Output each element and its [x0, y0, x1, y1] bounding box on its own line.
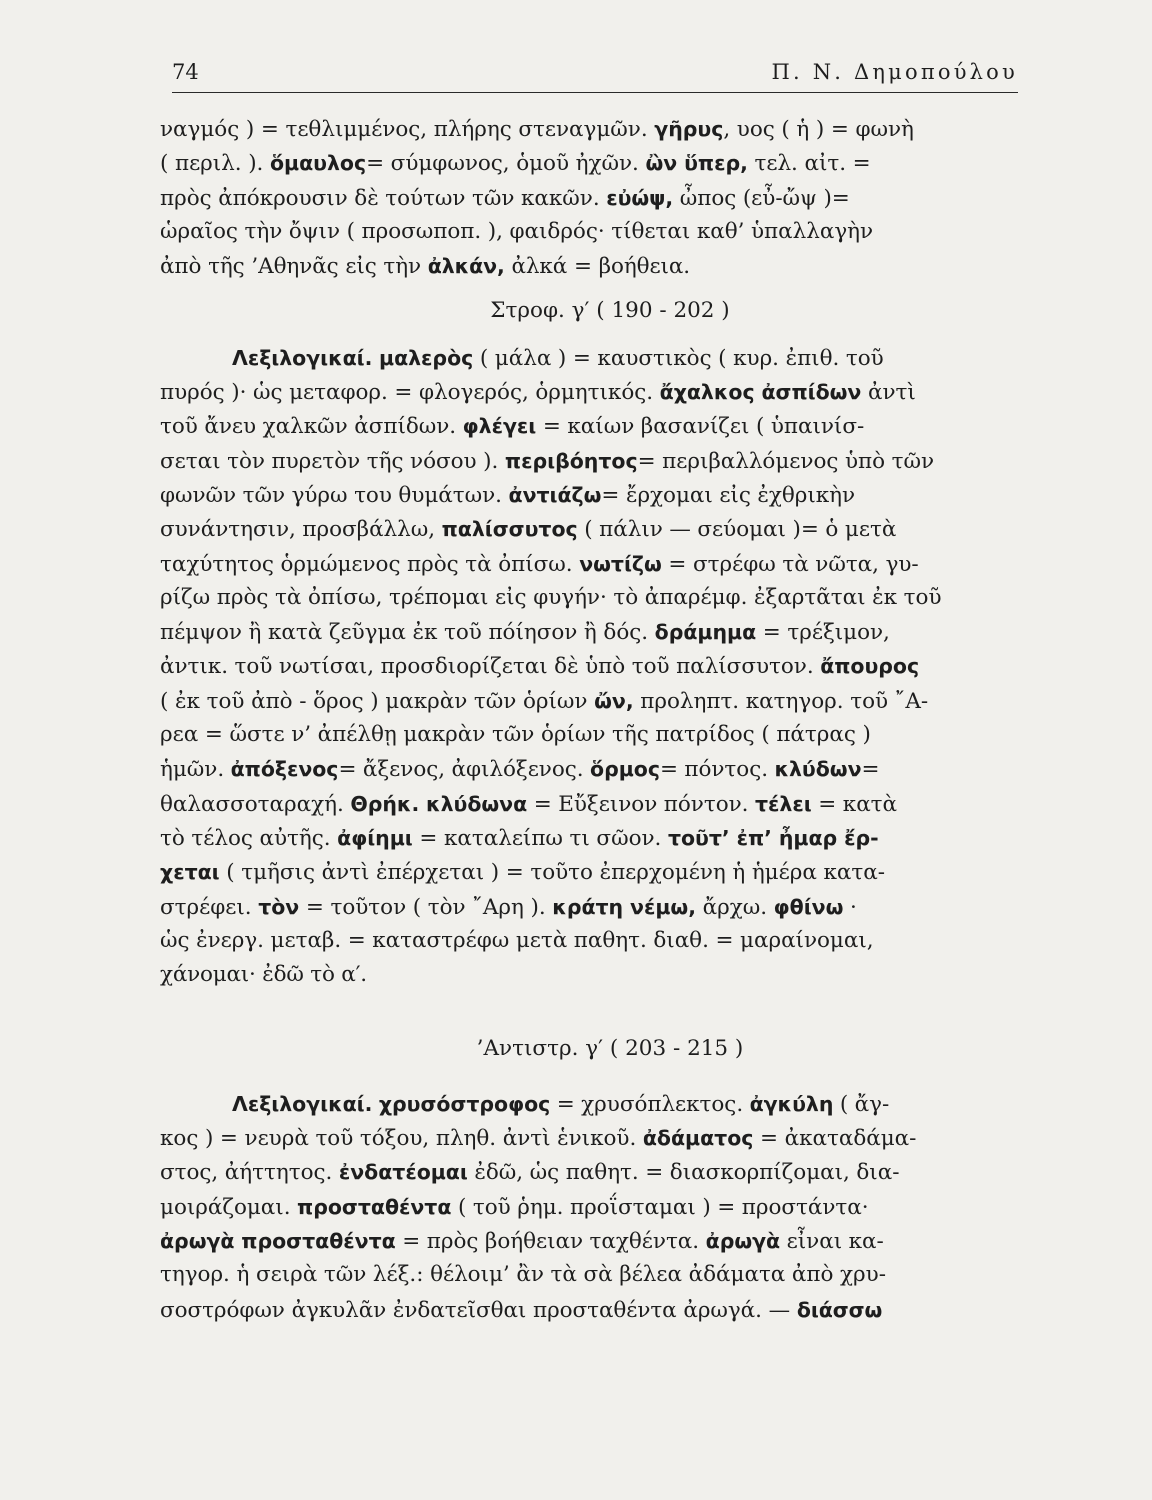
text-line	[160, 1087, 1020, 1121]
bold-term: ὅμαυλος	[269, 151, 367, 176]
text-run: ( τοῦ ῥημ. προΐσταμαι ) = προστάντα·	[451, 1194, 869, 1220]
bold-term: ἄπουρος	[820, 654, 920, 679]
text-run: τηγορ. ἡ σειρὰ τῶν λέξ.: θέλοιμ’ ἂν τὰ σὰ βέλεα ἀδάματα ἀπὸ χρυ-	[160, 1262, 886, 1288]
text-run: = χρυσόπλεκτος.	[550, 1091, 750, 1117]
section-heading-strophe: Στροφ. γ′ ( 190 - 202 )	[490, 298, 730, 324]
text-run: = καίων βασανίζει ( ὑπαινίσ-	[536, 414, 865, 440]
text-line	[160, 1121, 1020, 1155]
bold-term: κλύδων	[774, 757, 862, 782]
text-line	[160, 547, 1020, 581]
bold-term: τὸν	[258, 894, 300, 919]
text-run: = ἀκαταδάμα-	[753, 1126, 917, 1152]
text-run: ταχύτητος ὁρμώμενος πρὸς τὰ ὀπίσω.	[160, 551, 580, 577]
text-run: ἀντὶ	[861, 380, 916, 406]
text-run: = στρέφω τὰ νῶτα, γυ-	[661, 551, 919, 577]
bold-term: ἐνδατέομαι	[338, 1160, 468, 1185]
bold-term: ἄχαλκος ἀσπίδων	[659, 380, 862, 405]
text-run: ·	[843, 894, 857, 920]
page-body	[160, 112, 1020, 1327]
text-run: ( ἄγ-	[833, 1091, 890, 1117]
page-header	[172, 58, 1018, 93]
bold-term: Λεξιλογικαί.	[232, 345, 373, 370]
text-line	[160, 1293, 1020, 1327]
text-run: ( πάλιν — σεύομαι )= ὁ μετὰ	[577, 517, 897, 543]
text-run: τελ. αἰτ. =	[747, 151, 871, 177]
text-run: ἡμῶν.	[160, 757, 231, 783]
text-run: , υος ( ἡ ) = φωνὴ	[723, 117, 914, 142]
bold-term: περιβόητος	[504, 448, 638, 473]
text-run: σεται τὸν πυρετὸν τῆς νόσου ).	[160, 448, 505, 474]
text-run: ( τμῆσις ἀντὶ ἐπέρχεται ) = τοῦτο ἐπερχομένη ἡ ἡμέρα κατα-	[219, 860, 885, 886]
text-line	[160, 855, 1020, 889]
text-line	[160, 409, 1020, 443]
text-run: = σύμφωνος, ὁμοῦ ἠχῶν.	[366, 151, 646, 177]
text-run: ὡς ἐνεργ. μεταβ. = καταστρέφω μετὰ παθητ. διαθ. = μαραίνομαι,	[160, 927, 874, 953]
text-line	[160, 752, 1020, 786]
text-run: = πόντος.	[659, 757, 775, 783]
text-line	[160, 1224, 1020, 1258]
text-line	[160, 249, 1020, 283]
text-run: = τρέξιμον,	[756, 620, 890, 646]
bold-term: φθίνω	[773, 894, 844, 919]
text-run: μοιράζομαι.	[160, 1194, 298, 1220]
bold-term: ἀρωγὰ	[705, 1228, 781, 1253]
text-run: ἀλκά = βοήθεια.	[504, 254, 691, 280]
text-run: συνάντησιν, προσβάλλω,	[160, 517, 442, 543]
text-line	[160, 375, 1020, 409]
text-run: = ἔρχομαι εἰς ἐχθρικὴν	[601, 482, 856, 508]
text-run: ἄρχω.	[695, 894, 774, 920]
text-line	[160, 341, 1020, 375]
page-number: 74	[172, 60, 199, 84]
text-run: φωνῶν τῶν γύρω του θυμάτων.	[160, 482, 509, 508]
text-line	[160, 478, 1020, 512]
text-line	[160, 444, 1020, 478]
bold-term: εὐώψ,	[606, 185, 674, 210]
text-run: = Εὔξεινον πόντον.	[527, 791, 755, 817]
text-run: προληπτ. κατηγορ. τοῦ ῎Α-	[633, 688, 929, 714]
text-run: =	[861, 757, 880, 783]
bold-term: ἀρωγὰ προσταθέντα	[160, 1228, 396, 1253]
text-run: ναγμός ) = τεθλιμμένος, πλήρης στεναγμῶν.	[160, 117, 655, 142]
bold-term: γῆρυς	[654, 117, 724, 141]
text-line	[160, 112, 1020, 146]
bold-term: νωτίζω	[579, 551, 662, 576]
bold-term: διάσσω	[796, 1297, 883, 1322]
text-line	[160, 649, 1020, 683]
text-run: κος ) = νευρὰ τοῦ τόξου, πληθ. ἀντὶ ἑνικοῦ.	[160, 1126, 643, 1152]
bold-term: φλέγει	[462, 414, 537, 439]
text-run: = πρὸς βοήθειαν ταχθέντα.	[395, 1228, 706, 1254]
text-run: τοῦ ἄνευ χαλκῶν ἀσπίδων.	[160, 414, 463, 440]
text-run: ὡραῖος τὴν ὄψιν ( προσωποπ. ), φαιδρός· τίθεται καθ’ ὑπαλλαγὴν	[160, 218, 874, 244]
text-line	[160, 924, 1020, 958]
bold-term: ἀγκύλη	[749, 1091, 834, 1116]
bold-term: μαλερὸς	[379, 345, 474, 370]
text-run: πρὸς ἀπόκρουσιν δὲ τούτων τῶν κακῶν.	[160, 185, 607, 211]
text-line	[160, 718, 1020, 752]
bold-term: ὤν,	[594, 688, 634, 713]
text-run: ( μάλα ) = καυστικὸς ( κυρ. ἐπιθ. τοῦ	[473, 345, 884, 371]
bold-term: ἀδάματος	[642, 1126, 754, 1151]
paragraph-commentary-continuation	[160, 112, 1020, 283]
bold-term: χρυσόστροφος	[378, 1091, 551, 1116]
text-line	[160, 581, 1020, 615]
bold-term: ὢν ὕπερ,	[645, 151, 748, 176]
text-line	[160, 615, 1020, 649]
bold-term: προσταθέντα	[297, 1194, 452, 1219]
text-run: σοστρόφων ἀγκυλᾶν ἐνδατεῖσθαι προσταθέντα ἀρωγά. —	[160, 1297, 797, 1323]
paragraph-lexicon-antistrophe	[160, 1087, 1020, 1327]
text-line	[160, 215, 1020, 249]
text-run: ἐδῶ, ὡς παθητ. = διασκορπίζομαι, δια-	[467, 1160, 900, 1186]
text-line	[160, 1155, 1020, 1189]
bold-term: ἀπόξενος	[230, 757, 339, 782]
bold-term: τέλει	[755, 791, 812, 816]
text-line	[160, 1258, 1020, 1292]
text-run: θαλασσοταραχή.	[160, 791, 351, 817]
text-run: = κατὰ	[811, 791, 898, 817]
bold-term: κράτη νέμω,	[552, 894, 696, 919]
paragraph-lexicon-strophe	[160, 341, 1020, 993]
text-run: = τοῦτον ( τὸν ῎Αρη ).	[299, 894, 553, 920]
text-run: στρέφει.	[160, 894, 259, 920]
bold-term: ἀλκάν,	[427, 254, 505, 279]
text-run: πέμψον ἢ κατὰ ζεῦγμα ἐκ τοῦ πόίησον ἢ δός.	[160, 620, 655, 646]
bold-term: δράμημα	[654, 620, 757, 645]
text-line	[160, 821, 1020, 855]
bold-term: ἀντιάζω	[508, 482, 602, 507]
text-run: = καταλείπω τι σῶον.	[412, 825, 668, 851]
text-line	[160, 958, 1020, 992]
text-run: στος, ἀήττητος.	[160, 1160, 339, 1186]
text-line	[160, 146, 1020, 180]
text-run: πυρός )· ὡς μεταφορ. = φλογερός, ὁρμητικός.	[160, 380, 660, 406]
text-line	[160, 512, 1020, 546]
section-heading-antistrophe: ’Αντιστρ. γ′ ( 203 - 215 )	[476, 1036, 744, 1062]
text-run: εἶναι κα-	[780, 1228, 884, 1254]
bold-term: Λεξιλογικαί.	[232, 1091, 373, 1116]
text-run: ρεα = ὥστε ν’ ἀπέλθῃ μακρὰν τῶν ὁρίων τῆς πατρίδος ( πάτρας )	[160, 722, 871, 748]
text-run: ὦπος (εὖ-ὤψ )=	[673, 185, 850, 211]
text-line	[160, 181, 1020, 215]
text-run: ἀπὸ τῆς ’Αθηνᾶς εἰς τὴν	[160, 254, 428, 280]
running-head: Π. Ν. Δημοπούλου	[771, 60, 1018, 84]
text-run: ( ἐκ τοῦ ἀπὸ - ὅρος ) μακρὰν τῶν ὁρίων	[160, 688, 595, 714]
bold-term: ἀφίημι	[337, 825, 413, 850]
text-line	[160, 1190, 1020, 1224]
text-run: χάνομαι· ἐδῶ τὸ α′.	[160, 962, 367, 988]
bold-term: παλίσσυτος	[441, 517, 578, 542]
text-line	[160, 684, 1020, 718]
text-run: = ἄξενος, ἀφιλόξενος.	[338, 757, 591, 783]
text-line	[160, 787, 1020, 821]
text-run: ( περιλ. ).	[160, 151, 270, 177]
text-line	[160, 890, 1020, 924]
text-run: ἀντικ. τοῦ νωτίσαι, προσδιορίζεται δὲ ὑπὸ τοῦ παλίσσυτον.	[160, 654, 821, 680]
bold-term: Θρήκ. κλύδωνα	[350, 791, 528, 816]
bold-term: χεται	[160, 860, 220, 885]
text-run: ρίζω πρὸς τὰ ὀπίσω, τρέπομαι εἰς φυγήν· τὸ ἀπαρέμφ. ἐξαρτᾶται ἐκ τοῦ	[160, 584, 942, 610]
bold-term: ὅρμος	[590, 757, 660, 782]
text-run: τὸ τέλος αὐτῆς.	[160, 825, 338, 851]
bold-term: τοῦτ’ ἐπ’ ἦμαρ ἔρ-	[667, 825, 879, 850]
text-run: = περιβαλλόμενος ὑπὸ τῶν	[637, 448, 934, 474]
